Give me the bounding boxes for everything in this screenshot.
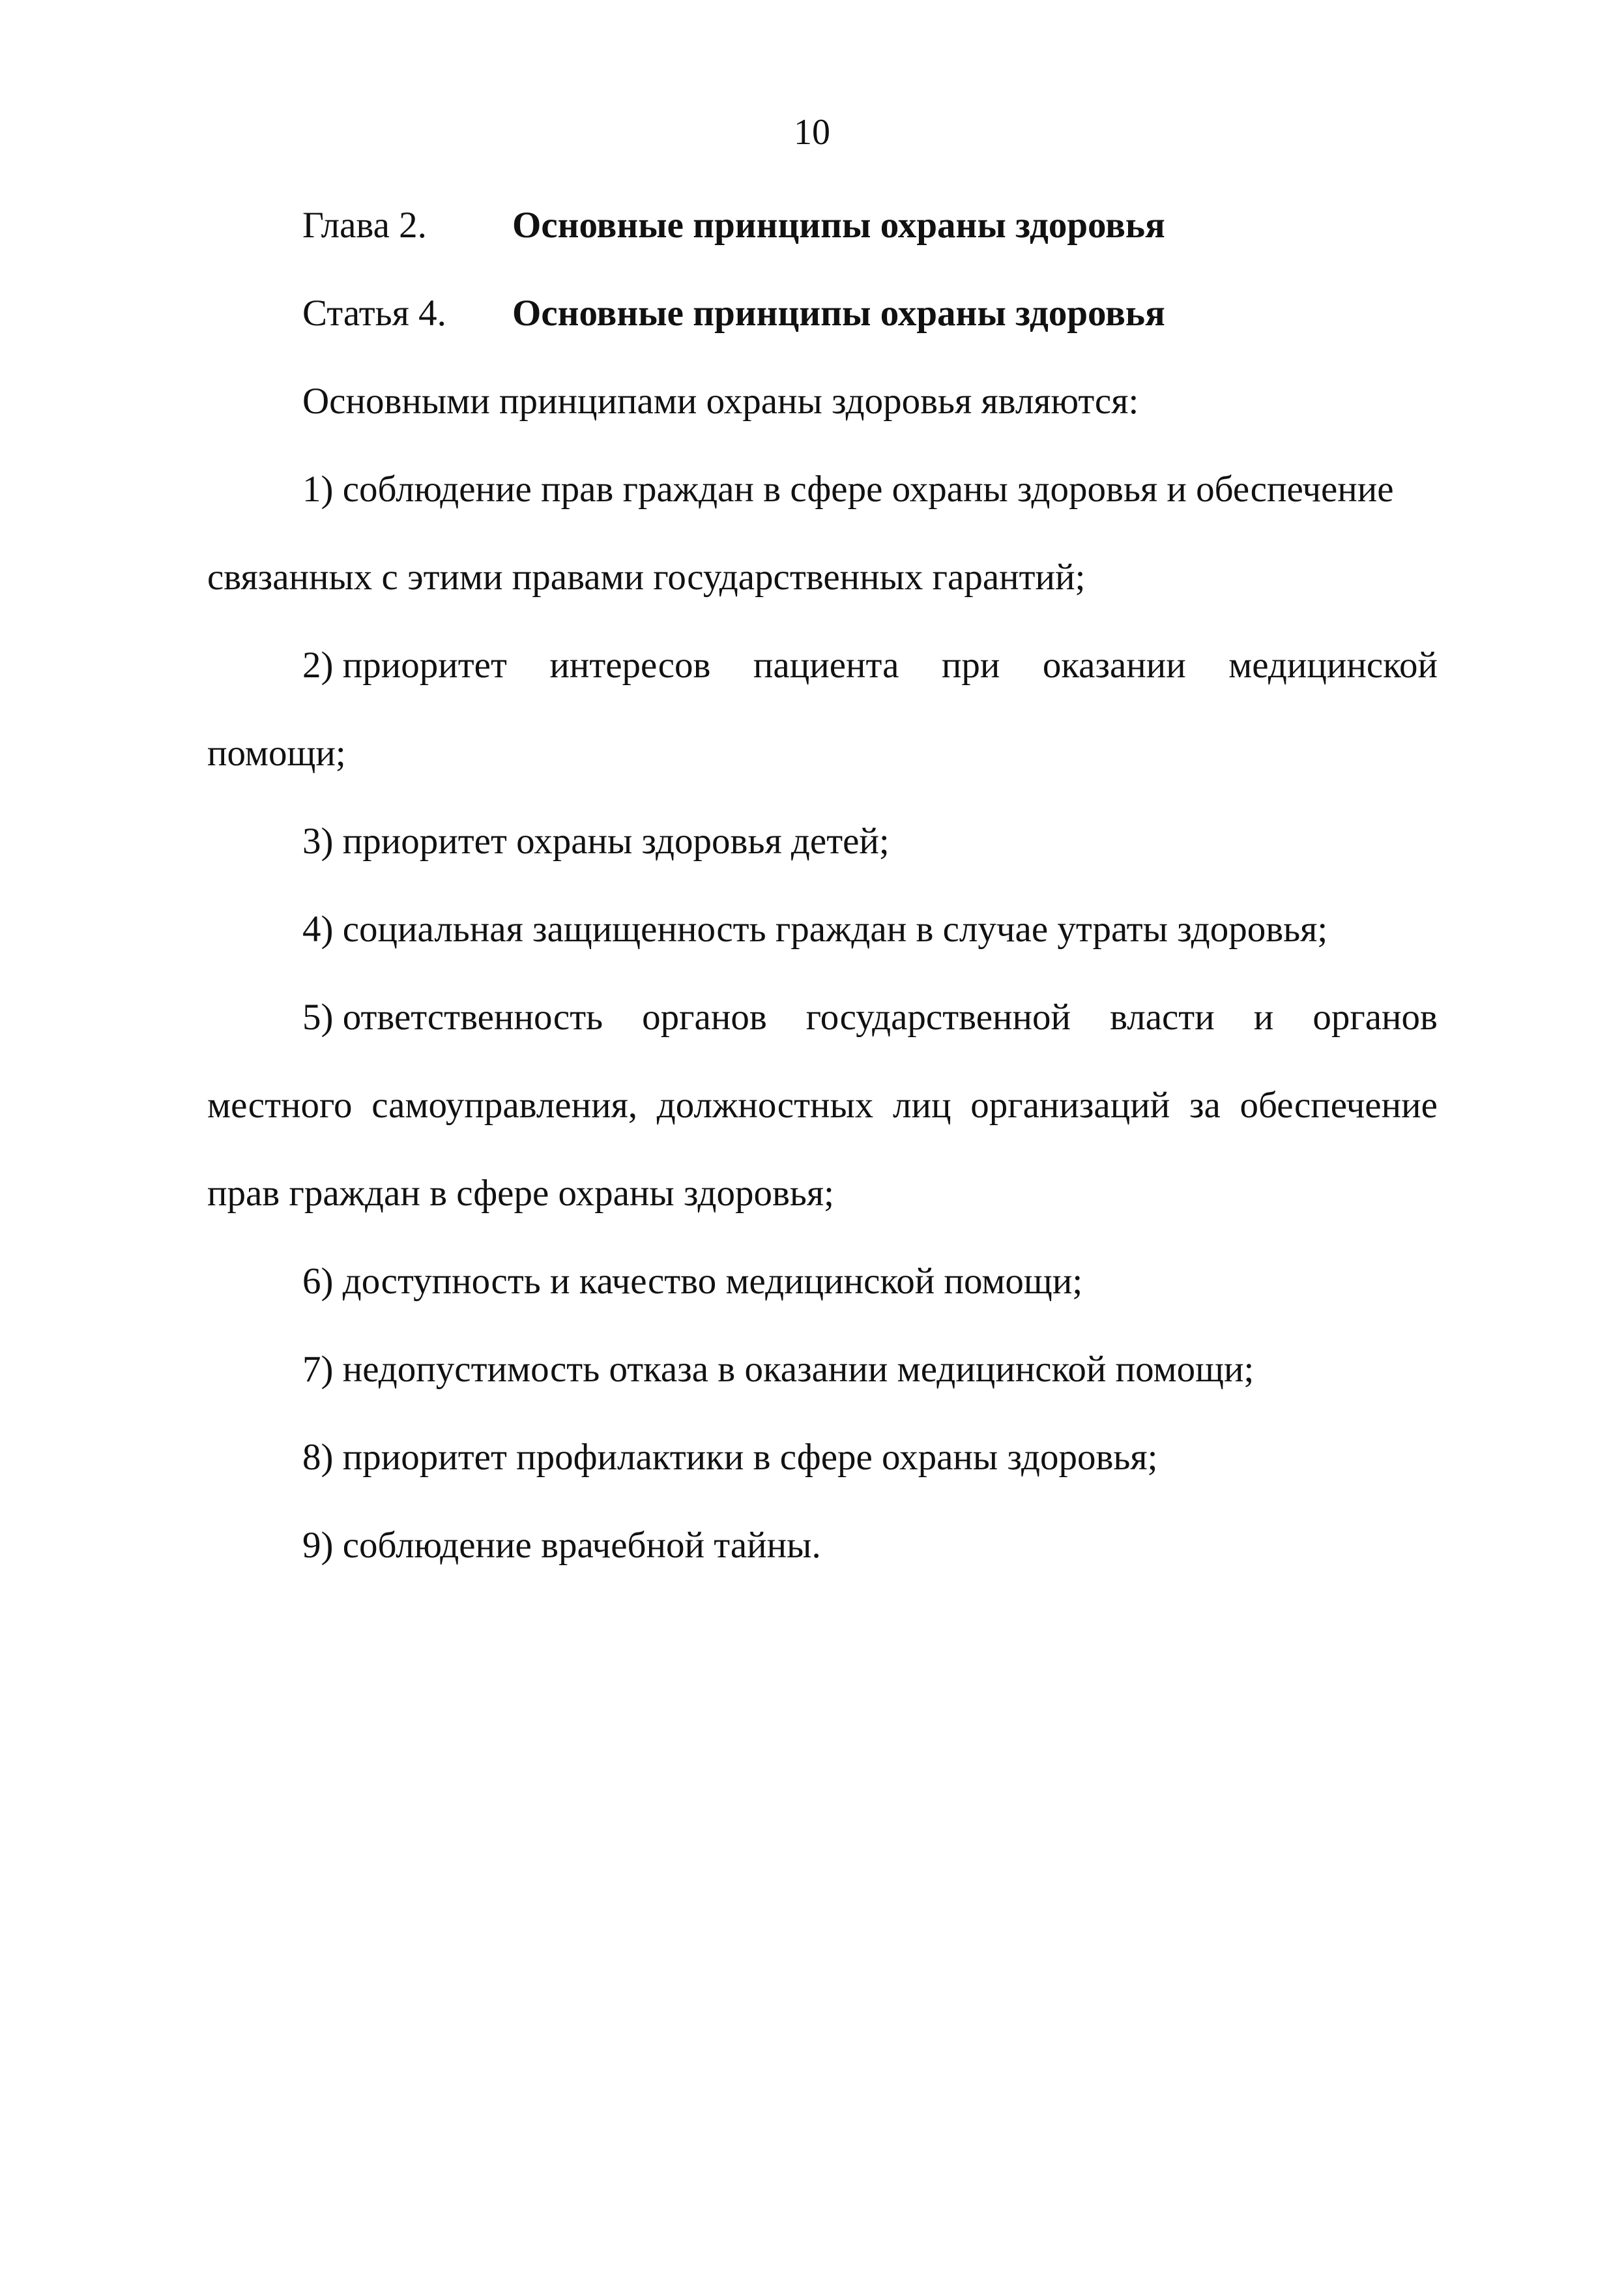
list-item-word: должностных	[656, 1085, 874, 1126]
list-item-word: пациента	[753, 645, 899, 686]
article-label: Статья 4.	[302, 293, 446, 334]
list-item-5-line-3: прав граждан в сфере охраны здоровья;	[207, 1173, 834, 1214]
list-item-1-line-2: связанных с этими правами государственных гарантий;	[207, 557, 1086, 598]
list-item-word: за	[1189, 1085, 1221, 1126]
list-item-9: 9) соблюдение врачебной тайны.	[302, 1525, 821, 1566]
intro-paragraph: Основными принципами охраны здоровья являются:	[302, 381, 1139, 422]
list-item-word: лиц	[893, 1085, 951, 1126]
list-item-word: местного	[207, 1085, 353, 1126]
list-item-word: обеспечение	[1240, 1085, 1438, 1126]
article-heading	[302, 290, 1475, 337]
list-item-2-line-1	[302, 642, 1438, 689]
list-item-4: 4) социальная защищенность граждан в случае утраты здоровья;	[302, 909, 1328, 950]
list-item-word: организаций	[970, 1085, 1170, 1126]
list-item-3: 3) приоритет охраны здоровья детей;	[302, 821, 890, 862]
list-item-word: оказании	[1042, 645, 1186, 686]
list-item-6: 6) доступность и качество медицинской помощи;	[302, 1261, 1083, 1302]
list-item-word: медицинской	[1228, 645, 1438, 686]
page-number: 10	[794, 112, 830, 153]
list-item-8: 8) приоритет профилактики в сфере охраны здоровья;	[302, 1437, 1158, 1478]
list-item-5-line-2	[207, 1082, 1438, 1129]
list-item-5-line-1	[302, 994, 1438, 1041]
list-item-word: органов	[1312, 997, 1438, 1038]
list-item-word: самоуправления,	[371, 1085, 638, 1126]
list-item-1-line-1	[302, 466, 1438, 513]
list-item-word: государственной	[805, 997, 1071, 1038]
list-item-2-line-2: помощи;	[207, 733, 346, 774]
chapter-title: Основные принципы охраны здоровья	[512, 205, 1165, 246]
list-item-word: органов	[642, 997, 767, 1038]
list-item-word: интересов	[549, 645, 711, 686]
chapter-heading	[302, 202, 1475, 249]
list-item-word: 2) приоритет	[302, 645, 507, 686]
list-item-word: при	[941, 645, 1000, 686]
list-item-7: 7) недопустимость отказа в оказании медицинской помощи;	[302, 1349, 1254, 1390]
list-item-word: и	[1253, 997, 1274, 1038]
list-item-word: власти	[1110, 997, 1215, 1038]
list-item-text: 1) соблюдение прав граждан в сфере охраны здоровья и обеспечение	[302, 469, 1394, 510]
article-title: Основные принципы охраны здоровья	[512, 293, 1165, 334]
list-item-word: 5) ответственность	[302, 997, 603, 1038]
chapter-label: Глава 2.	[302, 205, 427, 246]
